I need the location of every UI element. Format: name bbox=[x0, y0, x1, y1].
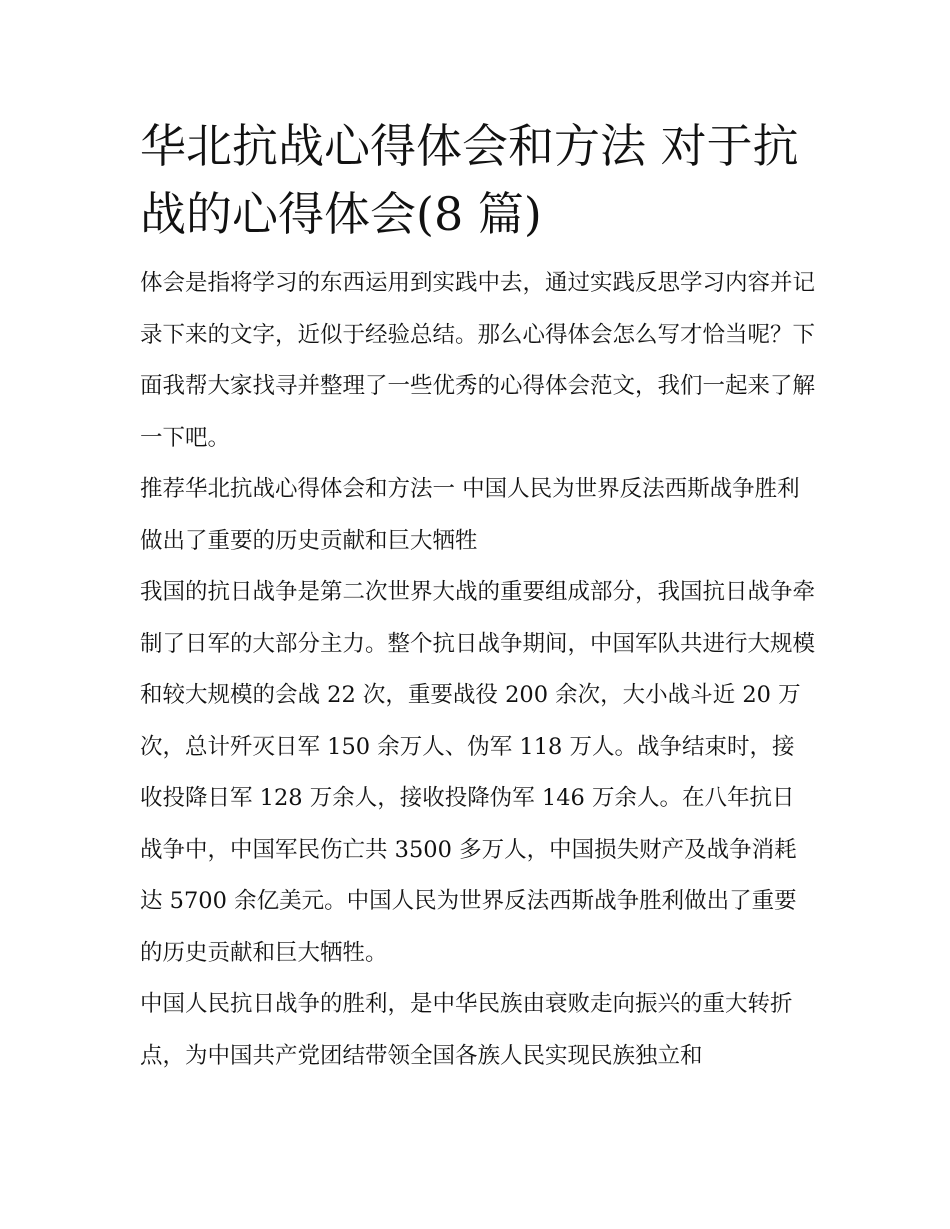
document-title: 华北抗战心得体会和方法 对于抗战的心得体会(8 篇) bbox=[140, 119, 799, 241]
body-paragraph: 中国人民抗日战争的胜利，是中华民族由衰败走向振兴的重大转折点，为中国共产党团结带领全国各族人民实现民族独立和 bbox=[140, 991, 793, 1069]
document-page bbox=[140, 112, 816, 1082]
section-heading: 推荐华北抗战心得体会和方法一 中国人民为世界反法西斯战争胜利 做出了重要的历史贡献和巨大牺牲 bbox=[140, 476, 800, 554]
intro-paragraph: 体会是指将学习的东西运用到实践中去，通过实践反思学习内容并记录下来的文字，近似于经验总结。那么心得体会怎么写才恰当呢？下面我帮大家找寻并整理了一些优秀的心得体会范文，我们一起来了解一下吧。 bbox=[140, 270, 816, 451]
body-paragraph: 我国的抗日战争是第二次世界大战的重要组成部分，我国抗日战争牵制了日军的大部分主力。整个抗日战争期间，中国军队共进行大规模和较大规模的会战 22 次，重要战役 200 余次，大小战斗近 20 万次，总计歼灭日军 150 余万人、伪军 118 万人。战争结束时，接收投降日军 128 万余人，接收投降伪军 146 万余人。在八年抗日战争中，中国军民伤亡共 3500 多万人，中国损失财产及战争消耗达 5700 余亿美元。中国人民为世界反法西斯战争胜利做出了重要的历史贡献和巨大牺牲。 bbox=[140, 579, 816, 966]
